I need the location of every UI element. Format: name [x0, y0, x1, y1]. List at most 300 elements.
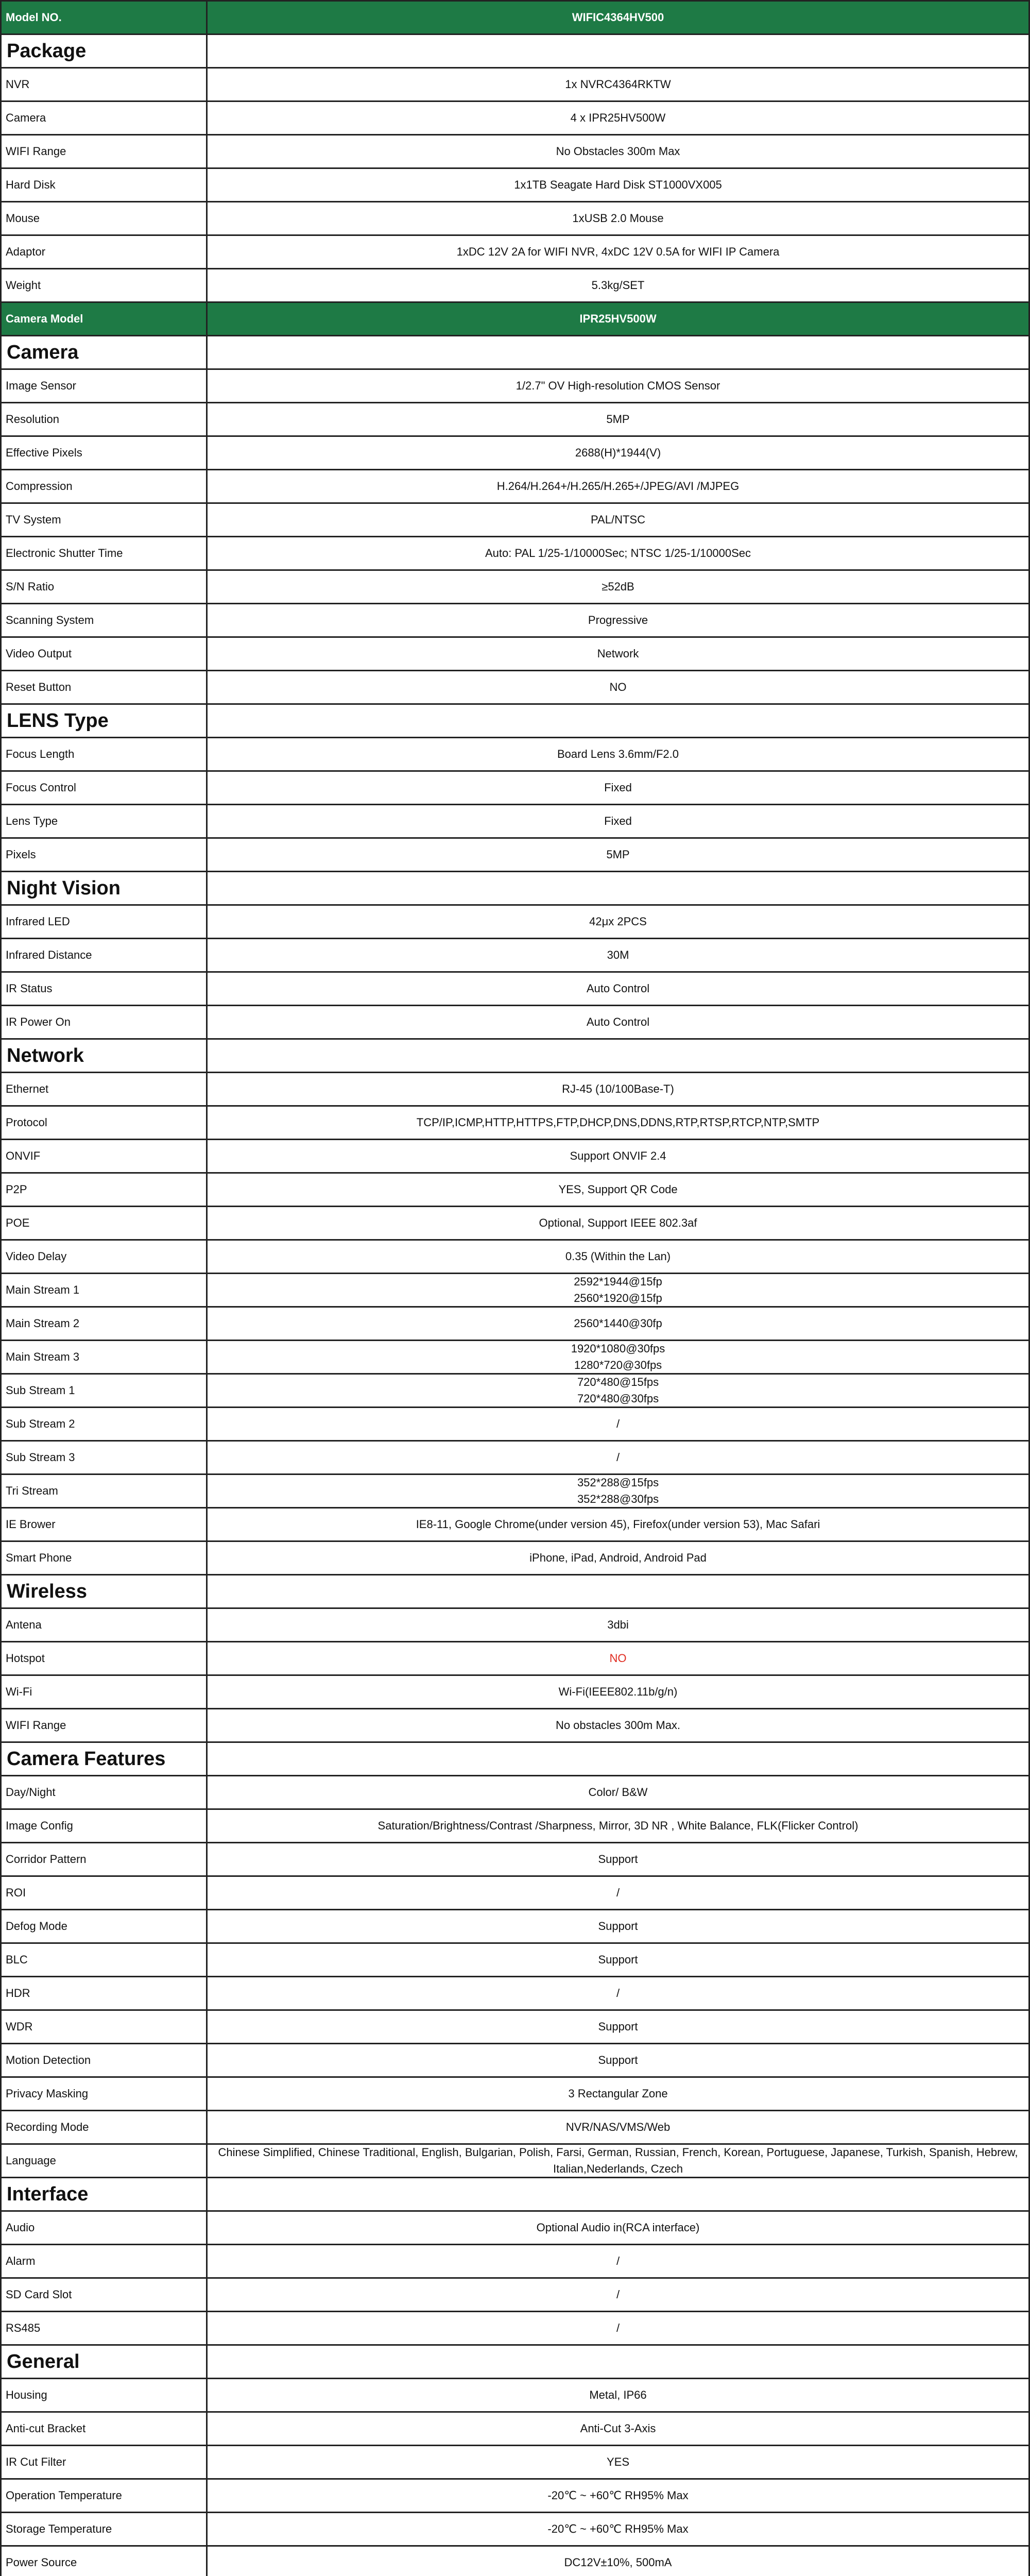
- spec-value: 3 Rectangular Zone: [568, 2087, 668, 2100]
- spec-value: Optional Audio in(RCA interface): [536, 2221, 700, 2234]
- spec-label: BLC: [2, 1944, 208, 1976]
- spec-row: [2, 2145, 1028, 2178]
- spec-value-cell: [208, 1241, 1028, 1273]
- spec-label: IE Brower: [2, 1509, 208, 1540]
- spec-value: 0.35 (Within the Lan): [565, 1250, 671, 1263]
- spec-row: [2, 1241, 1028, 1274]
- spec-value-cell: [208, 1408, 1028, 1440]
- spec-row: [2, 269, 1028, 303]
- spec-value: 3dbi: [607, 1618, 629, 1631]
- spec-label: Motion Detection: [2, 2044, 208, 2076]
- spec-value: /: [616, 1451, 620, 1464]
- spec-value-cell: [208, 2178, 1028, 2210]
- spec-value: ≥52dB: [602, 580, 634, 593]
- spec-value-cell: [208, 1910, 1028, 1942]
- spec-row: [2, 1609, 1028, 1642]
- spec-row: [2, 2480, 1028, 2513]
- spec-value-cell: [208, 1341, 1028, 1373]
- spec-value: Support: [598, 2054, 638, 2066]
- spec-label: Anti-cut Bracket: [2, 2413, 208, 2445]
- spec-label: Audio: [2, 2212, 208, 2244]
- spec-value-cell: [208, 906, 1028, 938]
- spec-row: [2, 1107, 1028, 1140]
- spec-value-cell: [208, 370, 1028, 402]
- spec-label: Weight: [2, 269, 208, 301]
- spec-value: 30M: [607, 948, 629, 961]
- spec-row: [2, 2413, 1028, 2446]
- spec-row: [2, 2078, 1028, 2111]
- spec-value-cell: [208, 973, 1028, 1005]
- spec-row: [2, 370, 1028, 403]
- spec-label: Video Delay: [2, 1241, 208, 1273]
- spec-value: IE8-11, Google Chrome(under version 45), Firefox(under version 53), Mac Safari: [416, 1518, 820, 1531]
- spec-value: TCP/IP,ICMP,HTTP,HTTPS,FTP,DHCP,DNS,DDNS,RTP,RTSP,RTCP,NTP,SMTP: [416, 1116, 820, 1129]
- spec-value: Support: [598, 1953, 638, 1966]
- spec-row: [2, 973, 1028, 1006]
- spec-value: 5.3kg/SET: [591, 279, 645, 292]
- spec-row: [2, 2379, 1028, 2413]
- spec-value: /: [616, 2321, 620, 2334]
- spec-value-cell: [208, 202, 1028, 234]
- section-title: Camera: [2, 336, 208, 368]
- spec-value: Fixed: [604, 815, 632, 827]
- spec-label: Housing: [2, 2379, 208, 2411]
- spec-row: [2, 1843, 1028, 1877]
- spec-label: Sub Stream 2: [2, 1408, 208, 1440]
- spec-label: Mouse: [2, 202, 208, 234]
- section-title: Wireless: [2, 1575, 208, 1607]
- spec-label: Focus Control: [2, 772, 208, 804]
- spec-value-cell: [208, 1642, 1028, 1674]
- spec-value: Anti-Cut 3-Axis: [580, 2422, 656, 2435]
- spec-value-cell: [208, 135, 1028, 167]
- spec-value-cell: [208, 671, 1028, 703]
- spec-row: [2, 1174, 1028, 1207]
- spec-row: [2, 403, 1028, 437]
- spec-label: Compression: [2, 470, 208, 502]
- section-heading-row: [2, 2346, 1028, 2379]
- spec-value-cell: [208, 1743, 1028, 1775]
- spec-label: Antena: [2, 1609, 208, 1641]
- spec-label: Corridor Pattern: [2, 1843, 208, 1875]
- spec-row: [2, 1676, 1028, 1709]
- spec-value: Progressive: [588, 614, 648, 626]
- spec-label: S/N Ratio: [2, 571, 208, 603]
- spec-value-cell: [208, 1542, 1028, 1574]
- spec-row: [2, 906, 1028, 939]
- spec-label: Hard Disk: [2, 169, 208, 201]
- spec-label: Main Stream 2: [2, 1308, 208, 1340]
- spec-label: Image Config: [2, 1810, 208, 1842]
- spec-value: 1920*1080@30fps: [571, 1342, 665, 1355]
- spec-value-cell: [208, 437, 1028, 469]
- spec-label: Protocol: [2, 1107, 208, 1139]
- spec-row: [2, 2446, 1028, 2480]
- spec-row: [2, 1509, 1028, 1542]
- spec-value-cell: [208, 2212, 1028, 2244]
- spec-row: [2, 1408, 1028, 1442]
- spec-value-cell: [208, 336, 1028, 368]
- spec-value: No obstacles 300m Max.: [555, 1719, 681, 1732]
- spec-value-cell: [208, 1609, 1028, 1641]
- spec-value: 42μx 2PCS: [589, 915, 647, 928]
- spec-value: 1xUSB 2.0 Mouse: [572, 212, 664, 225]
- spec-label: Tri Stream: [2, 1475, 208, 1507]
- section-title: Camera Features: [2, 1743, 208, 1775]
- spec-row: [2, 2312, 1028, 2346]
- spec-value: 1x NVRC4364RKTW: [565, 78, 671, 91]
- section-title: General: [2, 2346, 208, 2378]
- spec-row: [2, 805, 1028, 839]
- spec-value: Support: [598, 1853, 638, 1866]
- spec-label: Model NO.: [2, 2, 208, 33]
- spec-value-cell: [208, 102, 1028, 134]
- spec-value-cell: [208, 1776, 1028, 1808]
- spec-value: NO: [609, 681, 627, 693]
- spec-value: iPhone, iPad, Android, Android Pad: [529, 1551, 707, 1564]
- spec-value-cell: [208, 2, 1028, 33]
- spec-value: 1xDC 12V 2A for WIFI NVR, 4xDC 12V 0.5A for WIFI IP Camera: [456, 245, 780, 258]
- spec-value-cell: [208, 1006, 1028, 1038]
- spec-row: [2, 2212, 1028, 2245]
- spec-label: Power Source: [2, 2547, 208, 2576]
- spec-value-cell: [208, 236, 1028, 268]
- spec-row: [2, 2111, 1028, 2145]
- spec-row: [2, 738, 1028, 772]
- spec-value-cell: [208, 2413, 1028, 2445]
- spec-label: Day/Night: [2, 1776, 208, 1808]
- spec-value-cell: [208, 2279, 1028, 2311]
- spec-label: WDR: [2, 2011, 208, 2043]
- spec-label: Video Output: [2, 638, 208, 670]
- spec-value: 2688(H)*1944(V): [575, 446, 661, 459]
- spec-value-cell: [208, 2547, 1028, 2576]
- spec-value-cell: [208, 2011, 1028, 2043]
- spec-value-cell: [208, 571, 1028, 603]
- spec-value-cell: [208, 35, 1028, 67]
- spec-value-cell: [208, 1308, 1028, 1340]
- spec-row: [2, 1375, 1028, 1408]
- spec-value-line-2: 352*288@30fps: [577, 1493, 659, 1505]
- section-heading-row: [2, 1040, 1028, 1073]
- spec-row: [2, 2547, 1028, 2576]
- spec-row: [2, 1776, 1028, 1810]
- spec-value: 720*480@15fps: [577, 1376, 659, 1388]
- spec-value: 5MP: [606, 413, 630, 426]
- spec-label: Lens Type: [2, 805, 208, 837]
- spec-value-line-2: Italian,Nederlands, Czech: [553, 2162, 683, 2175]
- spec-value-cell: [208, 1944, 1028, 1976]
- section-heading-row: [2, 336, 1028, 370]
- spec-row: [2, 939, 1028, 973]
- spec-label: HDR: [2, 1977, 208, 2009]
- model-header-row: [2, 2, 1028, 35]
- spec-row: [2, 1910, 1028, 1944]
- spec-value: Support ONVIF 2.4: [570, 1149, 666, 1162]
- spec-label: Wi-Fi: [2, 1676, 208, 1708]
- spec-value-cell: [208, 403, 1028, 435]
- spec-label: Effective Pixels: [2, 437, 208, 469]
- spec-value-cell: [208, 1843, 1028, 1875]
- spec-value: Board Lens 3.6mm/F2.0: [557, 748, 679, 760]
- spec-row: [2, 1073, 1028, 1107]
- spec-value: Network: [597, 647, 639, 660]
- spec-row: [2, 1341, 1028, 1375]
- spec-value-cell: [208, 1375, 1028, 1406]
- spec-value-line-2: 2560*1920@15fp: [574, 1292, 662, 1304]
- section-heading-row: [2, 2178, 1028, 2212]
- spec-label: Infrared Distance: [2, 939, 208, 971]
- spec-value: /: [616, 2255, 620, 2267]
- spec-label: Main Stream 1: [2, 1274, 208, 1306]
- spec-value-cell: [208, 537, 1028, 569]
- spec-value-cell: [208, 2145, 1028, 2177]
- spec-value: Color/ B&W: [588, 1786, 648, 1799]
- spec-label: Privacy Masking: [2, 2078, 208, 2110]
- spec-value-cell: [208, 1140, 1028, 1172]
- spec-value-cell: [208, 269, 1028, 301]
- spec-value-cell: [208, 1207, 1028, 1239]
- spec-value-cell: [208, 738, 1028, 770]
- spec-label: Storage Temperature: [2, 2513, 208, 2545]
- spec-row: [2, 504, 1028, 537]
- spec-label: Scanning System: [2, 604, 208, 636]
- spec-row: [2, 236, 1028, 269]
- spec-value-cell: [208, 604, 1028, 636]
- spec-label: Operation Temperature: [2, 2480, 208, 2512]
- spec-value-line-2: 1280*720@30fps: [574, 1359, 662, 1371]
- spec-label: Pixels: [2, 839, 208, 871]
- spec-value: 1x1TB Seagate Hard Disk ST1000VX005: [514, 178, 722, 191]
- spec-value: NO: [609, 1652, 627, 1665]
- spec-value: YES, Support QR Code: [558, 1183, 678, 1196]
- spec-value: Optional, Support IEEE 802.3af: [539, 1216, 697, 1229]
- spec-row: [2, 1709, 1028, 1743]
- spec-label: Sub Stream 1: [2, 1375, 208, 1406]
- spec-label: Camera: [2, 102, 208, 134]
- spec-label: IR Status: [2, 973, 208, 1005]
- spec-row: [2, 839, 1028, 872]
- spec-label: TV System: [2, 504, 208, 536]
- spec-row: [2, 202, 1028, 236]
- spec-value: 2592*1944@15fp: [574, 1275, 662, 1288]
- spec-row: [2, 671, 1028, 705]
- spec-value: /: [616, 2288, 620, 2301]
- spec-label: Electronic Shutter Time: [2, 537, 208, 569]
- spec-value: /: [616, 1417, 620, 1430]
- spec-value-cell: [208, 1107, 1028, 1139]
- spec-row: [2, 2011, 1028, 2044]
- spec-label: WIFI Range: [2, 1709, 208, 1741]
- section-title: LENS Type: [2, 705, 208, 737]
- spec-row: [2, 1877, 1028, 1910]
- spec-value: YES: [606, 2455, 630, 2468]
- spec-value-cell: [208, 2346, 1028, 2378]
- spec-value-cell: [208, 638, 1028, 670]
- spec-value-cell: [208, 1575, 1028, 1607]
- spec-label: Defog Mode: [2, 1910, 208, 1942]
- spec-label: POE: [2, 1207, 208, 1239]
- spec-value: 4 x IPR25HV500W: [570, 111, 666, 124]
- spec-row: [2, 1006, 1028, 1040]
- spec-label: Image Sensor: [2, 370, 208, 402]
- spec-row: [2, 437, 1028, 470]
- spec-label: Resolution: [2, 403, 208, 435]
- spec-value: PAL/NTSC: [591, 513, 645, 526]
- spec-value: Chinese Simplified, Chinese Traditional, English, Bulgarian, Polish, Farsi, German, Russian, French, Korean, Portuguese, Japanese, Turkish, Spanish, Hebrew,: [218, 2146, 1018, 2159]
- spec-row: [2, 1274, 1028, 1308]
- spec-label: Recording Mode: [2, 2111, 208, 2143]
- spec-value-cell: [208, 772, 1028, 804]
- spec-value-cell: [208, 2078, 1028, 2110]
- model-header-row: [2, 303, 1028, 336]
- spec-value-cell: [208, 872, 1028, 904]
- spec-value: -20℃ ~ +60℃ RH95% Max: [547, 2522, 689, 2535]
- spec-row: [2, 1442, 1028, 1475]
- spec-value-line-2: 720*480@30fps: [577, 1392, 659, 1405]
- spec-label: ROI: [2, 1877, 208, 1909]
- spec-value-cell: [208, 839, 1028, 871]
- spec-value-cell: [208, 939, 1028, 971]
- spec-label: Camera Model: [2, 303, 208, 335]
- spec-label: IR Cut Filter: [2, 2446, 208, 2478]
- spec-label: Alarm: [2, 2245, 208, 2277]
- spec-label: WIFI Range: [2, 135, 208, 167]
- spec-value-cell: [208, 705, 1028, 737]
- section-title: Interface: [2, 2178, 208, 2210]
- section-heading-row: [2, 705, 1028, 738]
- spec-row: [2, 1207, 1028, 1241]
- spec-value-cell: [208, 805, 1028, 837]
- spec-value: Wi-Fi(IEEE802.11b/g/n): [558, 1685, 678, 1698]
- spec-row: [2, 102, 1028, 135]
- spec-label: Smart Phone: [2, 1542, 208, 1574]
- spec-row: [2, 537, 1028, 571]
- spec-row: [2, 1810, 1028, 1843]
- section-heading-row: [2, 872, 1028, 906]
- spec-value: 2560*1440@30fp: [574, 1317, 662, 1330]
- section-heading-row: [2, 1743, 1028, 1776]
- spec-value-cell: [208, 1174, 1028, 1206]
- spec-value: 352*288@15fps: [577, 1476, 659, 1489]
- spec-value-cell: [208, 1877, 1028, 1909]
- spec-row: [2, 1977, 1028, 2011]
- spec-row: [2, 2044, 1028, 2078]
- spec-value: Metal, IP66: [589, 2388, 647, 2401]
- spec-label: ONVIF: [2, 1140, 208, 1172]
- spec-value: -20℃ ~ +60℃ RH95% Max: [547, 2489, 689, 2502]
- spec-label: P2P: [2, 1174, 208, 1206]
- spec-value-cell: [208, 1810, 1028, 1842]
- spec-label: Language: [2, 2145, 208, 2177]
- spec-value-cell: [208, 504, 1028, 536]
- spec-row: [2, 772, 1028, 805]
- spec-row: [2, 1542, 1028, 1575]
- spec-row: [2, 470, 1028, 504]
- spec-row: [2, 1642, 1028, 1676]
- spec-row: [2, 638, 1028, 671]
- spec-value-cell: [208, 1040, 1028, 1072]
- spec-label: Ethernet: [2, 1073, 208, 1105]
- spec-value-cell: [208, 1509, 1028, 1540]
- spec-value-cell: [208, 1475, 1028, 1507]
- spec-row: [2, 2279, 1028, 2312]
- spec-value-cell: [208, 303, 1028, 335]
- spec-value-cell: [208, 1709, 1028, 1741]
- spec-value-cell: [208, 1073, 1028, 1105]
- spec-value-cell: [208, 1274, 1028, 1306]
- spec-value-cell: [208, 2513, 1028, 2545]
- spec-value: Support: [598, 1920, 638, 1933]
- section-title: Package: [2, 35, 208, 67]
- spec-label: Focus Length: [2, 738, 208, 770]
- spec-value: RJ-45 (10/100Base-T): [562, 1082, 674, 1095]
- spec-value-cell: [208, 1676, 1028, 1708]
- spec-label: Infrared LED: [2, 906, 208, 938]
- spec-label: Reset Button: [2, 671, 208, 703]
- spec-row: [2, 169, 1028, 202]
- spec-row: [2, 1944, 1028, 1977]
- spec-value: H.264/H.264+/H.265/H.265+/JPEG/AVI /MJPEG: [496, 480, 740, 493]
- spec-value: Support: [598, 2020, 638, 2033]
- spec-label: Sub Stream 3: [2, 1442, 208, 1473]
- spec-value-cell: [208, 2446, 1028, 2478]
- spec-value-cell: [208, 69, 1028, 100]
- spec-value-cell: [208, 1977, 1028, 2009]
- spec-row: [2, 69, 1028, 102]
- spec-label: NVR: [2, 69, 208, 100]
- spec-value-cell: [208, 2111, 1028, 2143]
- spec-value: 5MP: [606, 848, 630, 861]
- spec-label: Hotspot: [2, 1642, 208, 1674]
- spec-label: Main Stream 3: [2, 1341, 208, 1373]
- spec-value-cell: [208, 2480, 1028, 2512]
- spec-value-cell: [208, 2312, 1028, 2344]
- spec-value-cell: [208, 169, 1028, 201]
- spec-row: [2, 135, 1028, 169]
- spec-value: DC12V±10%, 500mA: [564, 2556, 672, 2569]
- section-heading-row: [2, 1575, 1028, 1609]
- spec-value: /: [616, 1987, 620, 1999]
- spec-row: [2, 571, 1028, 604]
- spec-label: Adaptor: [2, 236, 208, 268]
- spec-row: [2, 1475, 1028, 1509]
- spec-value-cell: [208, 470, 1028, 502]
- spec-row: [2, 604, 1028, 638]
- spec-value: 1/2.7" OV High-resolution CMOS Sensor: [516, 379, 720, 392]
- spec-row: [2, 1140, 1028, 1174]
- spec-value: Saturation/Brightness/Contrast /Sharpness, Mirror, 3D NR , White Balance, FLK(Flicker Control): [377, 1819, 859, 1832]
- spec-label: SD Card Slot: [2, 2279, 208, 2311]
- spec-row: [2, 1308, 1028, 1341]
- spec-row: [2, 2245, 1028, 2279]
- section-title: Night Vision: [2, 872, 208, 904]
- spec-value: Auto Control: [586, 982, 650, 995]
- spec-value: WIFIC4364HV500: [572, 11, 664, 24]
- spec-row: [2, 2513, 1028, 2547]
- spec-value: NVR/NAS/VMS/Web: [565, 2121, 671, 2133]
- spec-label: IR Power On: [2, 1006, 208, 1038]
- spec-value: /: [616, 1886, 620, 1899]
- spec-value: Auto Control: [586, 1015, 650, 1028]
- section-heading-row: [2, 35, 1028, 69]
- spec-value: Auto: PAL 1/25-1/10000Sec; NTSC 1/25-1/10000Sec: [485, 547, 751, 560]
- section-title: Network: [2, 1040, 208, 1072]
- spec-value: IPR25HV500W: [579, 312, 657, 325]
- spec-value-cell: [208, 2379, 1028, 2411]
- spec-value: Fixed: [604, 781, 632, 794]
- spec-value: No Obstacles 300m Max: [556, 145, 680, 158]
